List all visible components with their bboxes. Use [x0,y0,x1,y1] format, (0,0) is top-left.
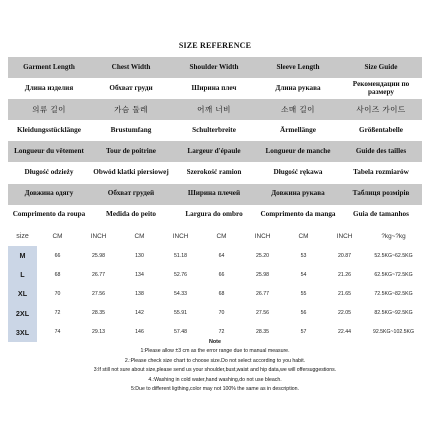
size-value: 52.76 [160,265,201,284]
size-table-header [8,227,422,246]
label-row-ru [8,78,422,99]
size-value: 55.91 [160,304,201,323]
note-line: 5:Due to different ligthing,color may not 100% the same as in description. [130,386,300,393]
label-cell: Largeur d'épaule [172,141,256,162]
size-value: 74 [37,323,78,342]
label-row-en [8,57,422,78]
size-value: 54.33 [160,284,201,303]
note-line: 4.:Washing in cold water,hand washing,do not use bleach. [148,376,282,383]
label-cell: 소매 길이 [256,99,340,120]
label-cell: Обхват груди [90,78,172,99]
size-row [8,246,422,265]
label-cell: Довжина рукава [256,184,340,205]
label-cell: Długość odzieży [8,162,90,183]
label-row-fr [8,141,422,162]
label-row-ko [8,99,422,120]
size-value: 29.13 [78,323,119,342]
notes-title: Note [209,339,221,345]
column-header: CM [119,227,160,246]
notes-section [0,337,430,395]
label-cell: Kleidungsstücklänge [8,120,90,141]
label-cell: 어깨 너비 [172,99,256,120]
size-value: 68 [201,284,242,303]
size-label: XL [8,284,37,303]
size-value: 82.5KG~92.5KG [365,304,422,323]
label-cell: Garment Length [8,57,90,78]
size-value: 26.77 [242,284,283,303]
note-line: 3:If still not sure about size,please send us your shoulder,bust,waist and hip data,we will offersuggestions. [93,367,337,374]
label-cell: Shoulder Width [172,57,256,78]
size-value: 57.48 [160,323,201,342]
size-value: 138 [119,284,160,303]
size-row [8,304,422,323]
label-cell: Guia de tamanhos [340,205,422,226]
size-value: 56 [283,304,324,323]
column-header: CM [283,227,324,246]
size-value: 64 [201,246,242,265]
size-value: 22.44 [324,323,365,342]
label-cell: Таблиця розмірів [340,184,422,205]
label-row-pt [8,205,422,226]
label-cell: Guide des tailles [340,141,422,162]
column-header: CM [201,227,242,246]
column-header: INCH [78,227,119,246]
size-value: 25.98 [242,265,283,284]
size-value: 142 [119,304,160,323]
size-value: 21.65 [324,284,365,303]
label-cell: Schulterbreite [172,120,256,141]
column-header: ?kg~?kg [365,227,422,246]
size-value: 134 [119,265,160,284]
label-row-pl [8,162,422,183]
label-cell: Chest Width [90,57,172,78]
column-header: size [8,227,37,246]
size-value: 25.98 [78,246,119,265]
size-value: 70 [201,304,242,323]
label-cell: Tabela rozmiarów [340,162,422,183]
label-cell: Длина изделия [8,78,90,99]
size-value: 27.56 [78,284,119,303]
column-header: INCH [324,227,365,246]
size-value: 54 [283,265,324,284]
label-row-de [8,120,422,141]
size-label: L [8,265,37,284]
label-cell: Brustumfang [90,120,172,141]
label-cell: Comprimento da manga [256,205,340,226]
size-value: 146 [119,323,160,342]
label-cell: Größentabelle [340,120,422,141]
size-value: 92.5KG~102.5KG [365,323,422,342]
label-cell: 가슴 둘레 [90,99,172,120]
label-cell: 의류 길이 [8,99,90,120]
label-cell: Longueur du vêtement [8,141,90,162]
size-value: 66 [37,246,78,265]
size-value: 52.5KG~62.5KG [365,246,422,265]
size-value: 66 [201,265,242,284]
label-cell: Tour de poitrine [90,141,172,162]
size-value: 72 [201,323,242,342]
size-value: 62.5KG~72.5KG [365,265,422,284]
size-label: M [8,246,37,265]
size-value: 55 [283,284,324,303]
size-value: 68 [37,265,78,284]
size-value: 21.26 [324,265,365,284]
label-cell: Довжина одягу [8,184,90,205]
label-cell: Largura do ombro [172,205,256,226]
measurement-labels-table [8,57,422,226]
size-value: 51.18 [160,246,201,265]
size-value: 70 [37,284,78,303]
size-value: 57 [283,323,324,342]
label-cell: Ширина плеч [172,78,256,99]
label-row-uk [8,184,422,205]
label-cell: Medida do peito [90,205,172,226]
column-header: CM [37,227,78,246]
size-value: 25.20 [242,246,283,265]
size-value: 72 [37,304,78,323]
label-cell: Ärmellänge [256,120,340,141]
label-cell: Ширина плечей [172,184,256,205]
size-value: 130 [119,246,160,265]
label-cell: Рекомендации по размеру [340,78,422,99]
size-value: 28.35 [242,323,283,342]
size-value: 26.77 [78,265,119,284]
column-header: INCH [160,227,201,246]
size-label: 2XL [8,304,37,323]
label-cell: Size Guide [340,57,422,78]
size-value: 20.87 [324,246,365,265]
size-row [8,284,422,303]
label-cell: Обхват грудей [90,184,172,205]
label-cell: Obwód klatki piersiowej [90,162,172,183]
size-value: 28.35 [78,304,119,323]
label-cell: Длина рукава [256,78,340,99]
size-row [8,265,422,284]
note-line: 2.:Please check size chart to choose size.Do not select according to you habit. [124,357,306,364]
label-cell: Comprimento da roupa [8,205,90,226]
size-value: 53 [283,246,324,265]
label-cell: 사이즈 가이드 [340,99,422,120]
column-header: INCH [242,227,283,246]
page-title: SIZE REFERENCE [178,41,252,50]
note-line: 1:Please allow ±3 cm as the error range due to manual measure. [140,348,290,354]
label-cell: Longueur de manche [256,141,340,162]
size-value: 22.05 [324,304,365,323]
size-value: 72.5KG~82.5KG [365,284,422,303]
label-cell: Sleeve Length [256,57,340,78]
label-cell: Szerokość ramion [172,162,256,183]
label-cell: Długość rękawa [256,162,340,183]
size-value: 27.56 [242,304,283,323]
size-label: 3XL [8,323,37,342]
size-chart-table [8,227,422,342]
